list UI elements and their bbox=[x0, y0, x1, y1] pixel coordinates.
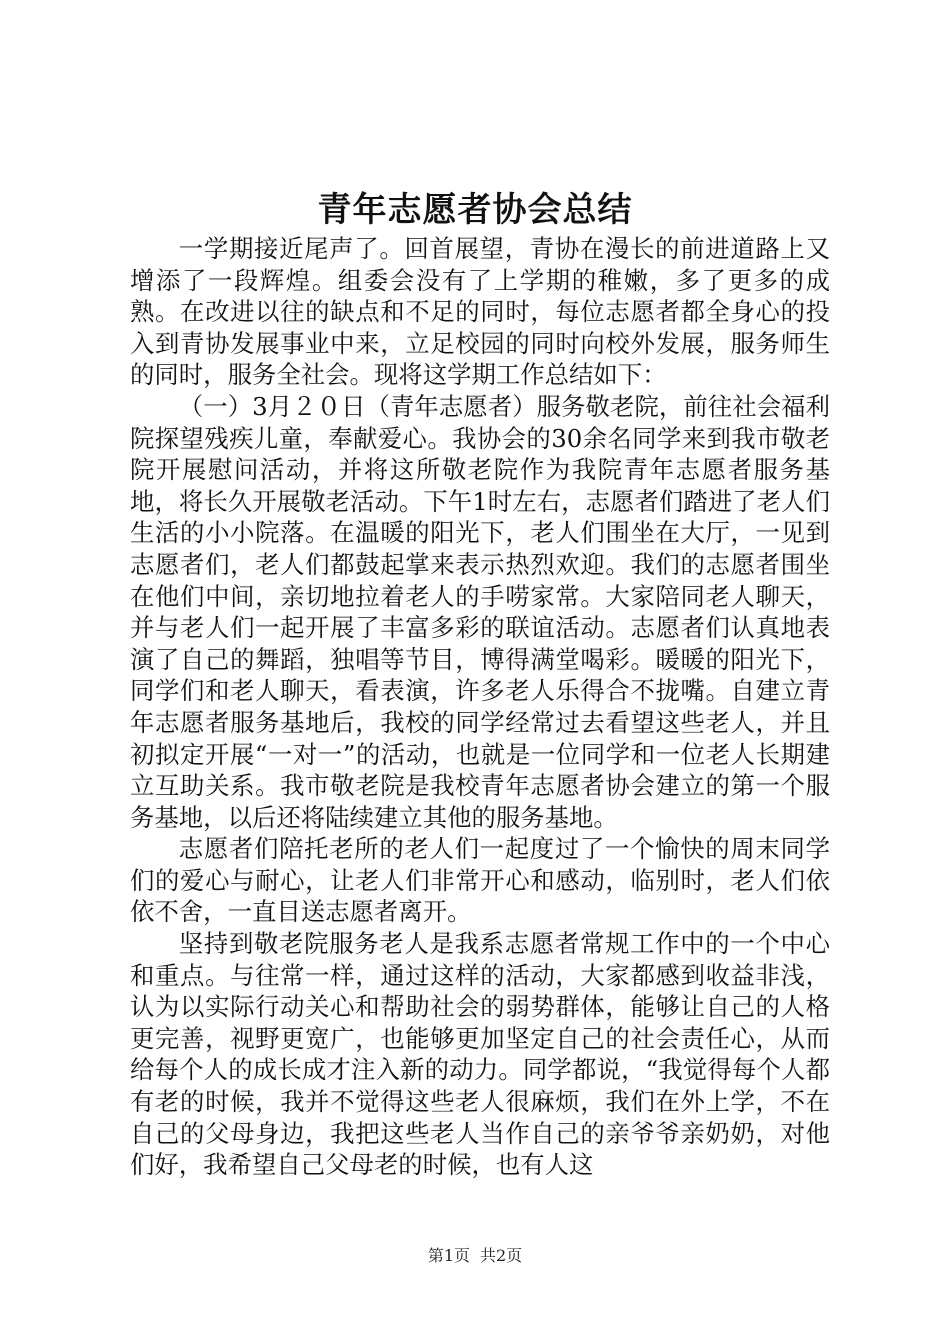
paragraph-reflection: 坚持到敬老院服务老人是我系志愿者常规工作中的一个中心和重点。与往常一样，通过这样的活动，大家都感到收益非浅，认为以实际行动关心和帮助社会的弱势群体，能够让自己的人格更完善，视野更宽广，也能够更加坚定自己的社会责任心，从而给每个人的成长成才注入新的动力。同学都说，“我觉得每个人都有老的时候，我并不觉得这些老人很麻烦，我们在外上学，不在自己的父母身边，我把这些老人当作自己的亲爷爷亲奶奶，对他们好，我希望自己父母老的时候，也有人这 bbox=[130, 929, 830, 1180]
paragraph-intro: 一学期接近尾声了。回首展望，青协在漫长的前进道路上又增添了一段辉煌。组委会没有了上学期的稚嫩，多了更多的成熟。在改进以往的缺点和不足的同时，每位志愿者都全身心的投入到青协发展事业中来，立足校园的同时向校外发展，服务师生的同时，服务全社会。现将这学期工作总结如下： bbox=[130, 234, 830, 390]
page-number-total: 共2页 bbox=[480, 1246, 523, 1265]
page-footer bbox=[0, 1245, 950, 1267]
document-title: 青年志愿者协会总结 bbox=[317, 190, 633, 230]
document-body bbox=[130, 233, 830, 1181]
page-number-current: 第1页 bbox=[427, 1246, 470, 1265]
paragraph-activity-one: （一）3月２０日（青年志愿者）服务敬老院，前往社会福利院探望残疾儿童，奉献爱心。我协会的30余名同学来到我市敬老院开展慰问活动，并将这所敬老院作为我院青年志愿者服务基地，将长久开展敬老活动。下午1时左右，志愿者们踏进了老人们生活的小小院落。在温暖的阳光下，老人们围坐在大厅，一见到志愿者们，老人们都鼓起掌来表示热烈欢迎。我们的志愿者围坐在他们中间，亲切地拉着老人的手唠家常。大家陪同老人聊天，并与老人们一起开展了丰富多彩的联谊活动。志愿者们认真地表演了自己的舞蹈，独唱等节目，博得满堂喝彩。暖暖的阳光下，同学们和老人聊天，看表演，许多老人乐得合不拢嘴。自建立青年志愿者服务基地后，我校的同学经常过去看望这些老人，并且初拟定开展“一对一”的活动，也就是一位同学和一位老人长期建立互助关系。我市敬老院是我校青年志愿者协会建立的第一个服务基地，以后还将陆续建立其他的服务基地。 bbox=[130, 391, 830, 832]
paragraph-weekend: 志愿者们陪托老所的老人们一起度过了一个愉快的周末同学们的爱心与耐心，让老人们非常开心和感动，临别时，老人们依依不舍，一直目送志愿者离开。 bbox=[130, 834, 830, 927]
